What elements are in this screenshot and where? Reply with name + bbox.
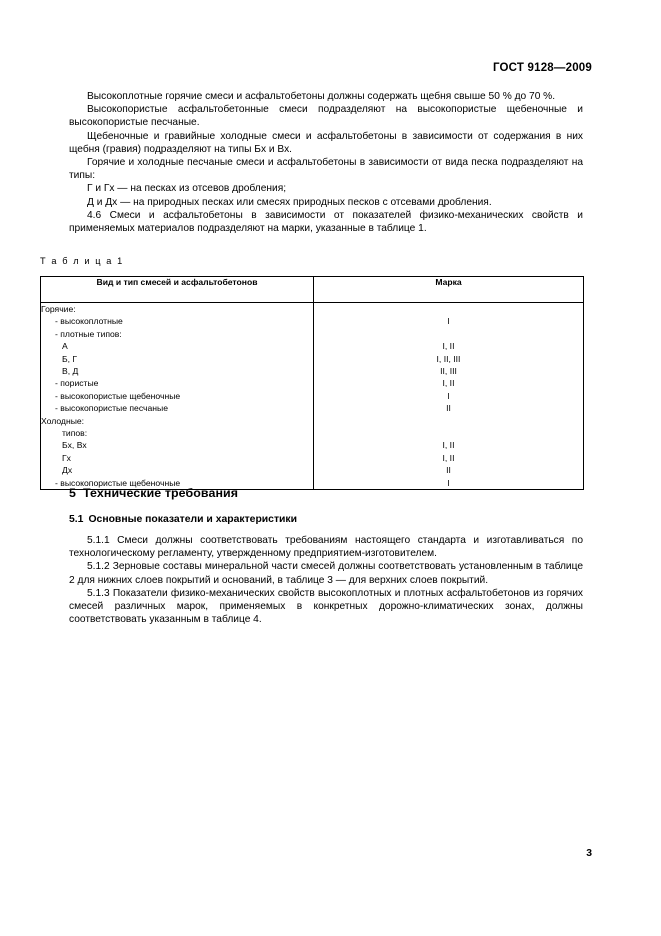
paragraph: Щебеночные и гравийные холодные смеси и асфальтобетоны в зависимости от содержания в них щебня (гравия) подразделяют на типы Бх и Вх.: [69, 130, 583, 155]
list-item: Горячие:: [41, 304, 76, 314]
mark-value: II: [446, 465, 451, 476]
mark-value: I: [447, 477, 450, 488]
list-item: Дх: [62, 465, 73, 476]
mark-value: I, II: [442, 452, 455, 463]
list-item: типов:: [62, 428, 88, 439]
running-head: ГОСТ 9128—2009: [492, 62, 592, 74]
paragraph: Высокоплотные горячие смеси и асфальтобетоны должны содержать щебня свыше 50 % до 70 %.: [87, 91, 556, 102]
table-caption: Т а б л и ц а 1: [40, 256, 124, 266]
list-item: - высокопористые щебеночные: [55, 477, 181, 488]
mark-value: I, II: [442, 440, 455, 451]
paragraph: Горячие и холодные песчаные смеси и асфальтобетоны в зависимости от вида песка подразделяют на типы:: [69, 157, 583, 182]
mark-list: [314, 303, 583, 489]
list-item: - высокопористые щебеночные: [55, 390, 181, 401]
list-item: Бх, Вх: [62, 440, 87, 451]
clause-5-1-2: 5.1.2 Зерновые составы минеральной части смесей должны соответствовать установленным в таблице 2 для нижних слоев покрытий и оснований, в таблице 3 — для верхних слоев покрытий.: [69, 561, 583, 586]
mark-value: II: [446, 403, 451, 414]
list-item: - пористые: [55, 378, 99, 389]
list-item: В, Д: [62, 366, 79, 377]
mark-value: I: [447, 316, 450, 327]
list-item: - плотные типов:: [55, 328, 122, 339]
type-list: [41, 303, 313, 489]
list-item: Гх: [62, 452, 71, 463]
clause-4-6: 4.6 Смеси и асфальтобетоны в зависимости от показателей физико-механических свойств и применяемых материалов подразделяют на марки, указанные в таблице 1.: [69, 209, 583, 235]
paragraph: Высокопористые асфальтобетонные смеси подразделяют на высокопористые щебеночные и высокопористые песчаные.: [69, 104, 583, 129]
subsection-heading: [69, 514, 297, 525]
clause-text-block: [69, 534, 583, 626]
section-number: 5: [69, 486, 76, 500]
subsection-title: Основные показатели и характеристики: [88, 514, 298, 525]
list-item: Холодные:: [41, 415, 85, 426]
list-item: Б, Г: [62, 353, 78, 364]
mark-value: I: [447, 390, 450, 401]
column-header-mark: Марка: [314, 277, 584, 303]
table-body-row: [41, 303, 584, 490]
column-header-type: Вид и тип смесей и асфальтобетонов: [41, 277, 314, 303]
mark-value: I, II: [442, 341, 455, 352]
list-item: Г и Гх — на песках из отсевов дробления;: [87, 183, 287, 195]
list-item: - высокопористые песчаные: [55, 403, 168, 414]
table-1: [40, 276, 583, 490]
mark-value: II, III: [440, 366, 457, 376]
list-item: - высокоплотные: [55, 316, 123, 327]
body-text-block: [69, 90, 583, 235]
section-heading: [69, 486, 238, 500]
clause-5-1-3: 5.1.3 Показатели физико-механических свойств высокоплотных и плотных асфальтобетонов из горячих смесей различных марок, применяемых в конкретных дорожно-климатических зонах, должны соответствовать указанным в таблице 4.: [69, 587, 583, 626]
mark-value: I, II: [442, 378, 455, 389]
list-item: Д и Дх — на природных песках или смесях природных песков с отсевами дробления.: [87, 196, 492, 208]
table-cell-types: [41, 303, 314, 490]
subsection-number: 5.1: [69, 514, 84, 525]
clause-5-1-1: 5.1.1 Смеси должны соответствовать требованиям настоящего стандарта и изготавливаться по технологическому регламенту, утвержденному предприятием-изготовителем.: [69, 535, 583, 560]
page-number: 3: [586, 848, 592, 859]
list-item: А: [62, 341, 68, 352]
table-cell-marks: [314, 303, 584, 490]
table-header-row: [41, 277, 584, 303]
section-title: Технические требования: [83, 486, 239, 500]
mark-value: I, II, III: [436, 353, 461, 364]
